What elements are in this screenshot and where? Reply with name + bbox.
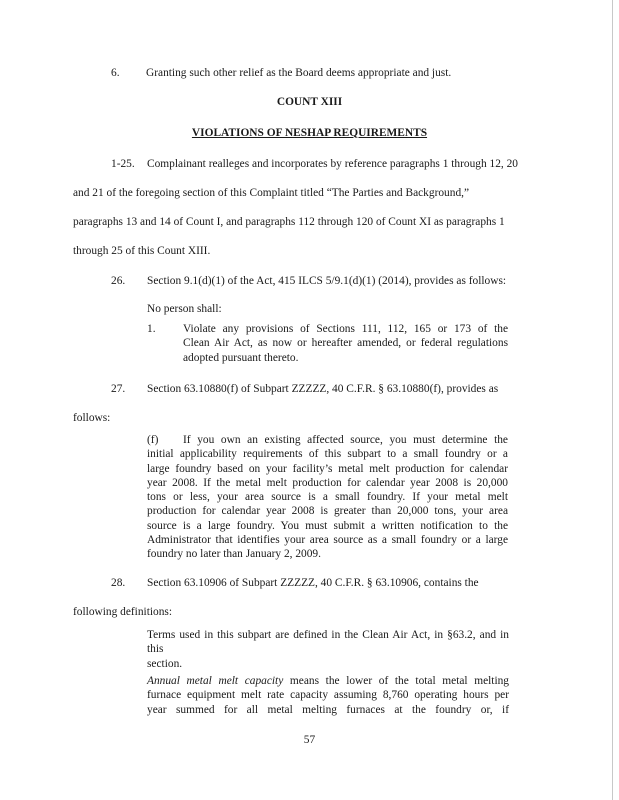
para27-quote-line: large foundry based on your facility’s metal melt production for calendar (147, 462, 508, 475)
para28-number: 28. (111, 577, 126, 589)
para27-quote-line: Administrator that identifies your area source as a small foundry or a large (147, 533, 508, 546)
para27-quote-block (147, 433, 508, 561)
para28-text-cont: following definitions: (73, 606, 173, 618)
para27-text: Section 63.10880(f) of Subpart ZZZZZ, 40 C.F.R. § 63.10880(f), provides as (147, 383, 499, 395)
para26-number: 26. (111, 275, 126, 287)
para26-intro: No person shall: (147, 303, 222, 315)
para28-def-text: means the lower of the total metal melting (283, 675, 510, 687)
para26-item-number: 1. (147, 323, 156, 335)
para26-item-line: adopted pursuant thereto. (183, 351, 299, 364)
para28-definition-annual-melt (147, 674, 509, 717)
para1-25-line: through 25 of this Count XIII. (73, 245, 211, 257)
para27-quote-line: If you own an existing affected source, you must determine the (183, 434, 508, 446)
para1-25-line: and 21 of the foregoing section of this Complaint titled “The Parties and Background,” (73, 187, 470, 199)
para27-quote-line: initial applicability requirements of this subpart to a small foundry or a (147, 448, 508, 461)
para26-item-line: Violate any provisions of Sections 111, 112, 165 or 173 of the (183, 323, 508, 335)
para1-25-line: paragraphs 13 and 14 of Count I, and paragraphs 112 through 120 of Count XI as paragraphs 1 (73, 216, 505, 228)
para28-definitions-intro (147, 628, 509, 671)
para27-quote-label: (f) (147, 434, 159, 446)
para27-quote-line: source is a large foundry. You must submit a written notification to the (147, 519, 508, 532)
count-subheading: VIOLATIONS OF NESHAP REQUIREMENTS (191, 127, 428, 139)
para28-def-term: Annual metal melt capacity (147, 675, 284, 687)
para6-number: 6. (111, 67, 120, 79)
para26-item-block (183, 322, 508, 365)
para1-25-line: Complainant realleges and incorporates by reference paragraphs 1 through 12, 20 (147, 158, 519, 170)
para27-number: 27. (111, 383, 126, 395)
page-number: 57 (303, 734, 316, 746)
para28-def-line: furnace equipment melt rate capacity assuming 8,760 operating hours per (147, 689, 509, 702)
para27-text-cont: follows: (73, 412, 111, 424)
para28-def-line: section. (147, 657, 183, 670)
para26-item-line: Clean Air Act, as now or hereafter amended, or federal regulations (183, 337, 508, 350)
para28-def-first-line (147, 674, 509, 688)
para28-def-line: year summed for all metal melting furnaces at the foundry or, if (147, 703, 509, 716)
para27-quote-line: year 2008. If the metal melt production for calendar year 2008 is 20,000 (147, 476, 508, 489)
para6-text: Granting such other relief as the Board deems appropriate and just. (146, 67, 452, 79)
para28-def-line: Terms used in this subpart are defined in the Clean Air Act, in §63.2, and in this (147, 629, 509, 656)
page-edge-line (612, 0, 613, 800)
para26-text: Section 9.1(d)(1) of the Act, 415 ILCS 5/9.1(d)(1) (2014), provides as follows: (147, 275, 507, 287)
para1-25-number: 1-25. (111, 158, 135, 170)
para27-quote-line: production for calendar year 2008 is greater than 20,000 tons, your area (147, 505, 508, 518)
count-heading: COUNT XIII (276, 96, 343, 108)
para27-quote-line: foundry no later than January 2, 2009. (147, 548, 321, 560)
para27-quote-line: tons or less, your area source is a small foundry. If your metal melt (147, 491, 508, 503)
para28-text: Section 63.10906 of Subpart ZZZZZ, 40 C.F.R. § 63.10906, contains the (147, 577, 479, 589)
